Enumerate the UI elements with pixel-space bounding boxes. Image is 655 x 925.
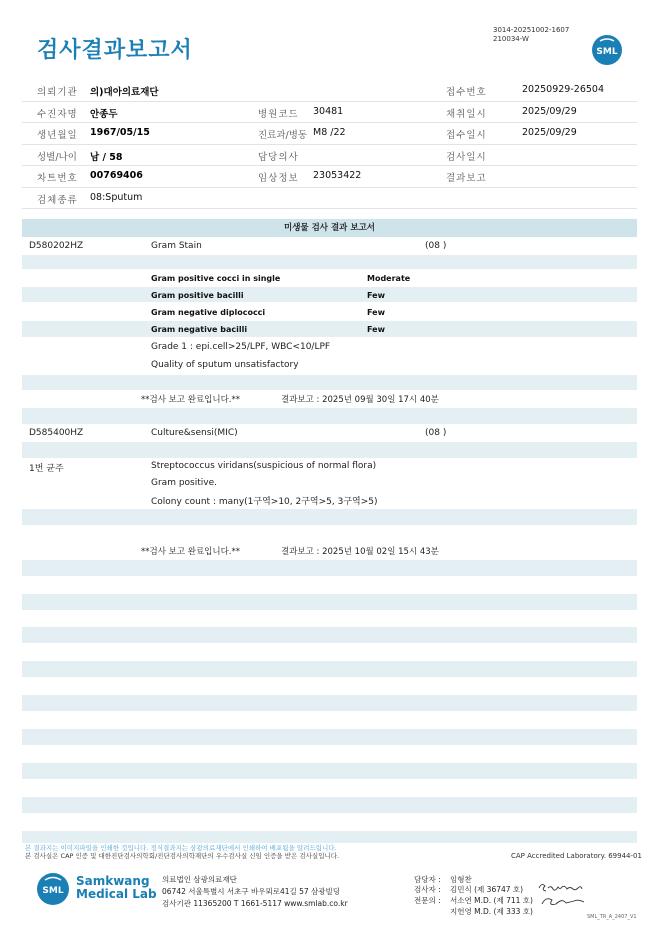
info-value: 30481	[313, 105, 344, 117]
sml-circle-icon	[36, 872, 70, 906]
finding-result: Few	[367, 291, 385, 300]
staff-label: 검사자 :	[414, 885, 441, 894]
footer-notice-print: 본 결과지는 이미지파일을 인쇄한 것입니다. 정식결과지는 삼광의료재단에서 인쇄하여 배포됨을 알려드립니다.	[25, 844, 337, 852]
info-row	[22, 188, 637, 210]
info-label: 병원코드	[258, 108, 299, 120]
patient-info-table	[22, 80, 637, 209]
logo-wordmark	[76, 875, 157, 901]
finding-result: Few	[367, 308, 385, 317]
stripe-band	[22, 831, 637, 843]
info-label: 의뢰기관	[37, 87, 78, 98]
staff-label: 담당자 :	[414, 875, 441, 884]
signature-image	[536, 880, 592, 910]
organism-gram: Gram positive.	[151, 478, 217, 488]
finding-item: Gram positive bacilli	[151, 291, 244, 300]
info-value: 2025/09/29	[522, 127, 577, 138]
stripe-band	[22, 442, 637, 458]
info-label: 진료과/병동	[258, 130, 308, 141]
staff-name: 지헌영 M.D. (제 333 호)	[450, 907, 533, 916]
report-time: 결과보고 : 2025년 09월 30일 17시 40분	[281, 395, 439, 405]
finding-item: Gram positive cocci in single	[151, 274, 281, 283]
stripe-band	[22, 661, 637, 677]
sml-circle-text: SML	[42, 886, 64, 896]
info-value: 23053422	[313, 170, 362, 181]
stripe-band	[22, 729, 637, 745]
info-label: 성별/나이	[37, 151, 77, 163]
form-code: SML_TR_A_2407_V1	[587, 914, 637, 920]
info-label: 검체종류	[37, 194, 78, 206]
sputum-quality: Quality of sputum unsatisfactory	[151, 360, 299, 370]
info-value: 의)대아의료재단	[90, 87, 159, 98]
test-name: Culture&sensi(MIC)	[151, 428, 238, 438]
info-label: 임상정보	[258, 173, 299, 184]
stripe-band	[22, 321, 637, 337]
test-code: D580202HZ	[29, 241, 84, 251]
stripe-band	[22, 695, 637, 711]
info-value: M8 /22	[313, 127, 346, 138]
info-label: 접수일시	[446, 130, 487, 141]
sml-badge-text: SML	[596, 47, 618, 57]
info-value: 남 / 58	[90, 151, 123, 163]
document-id-line1: 3014-20251002-1607	[493, 26, 570, 34]
stripe-band	[22, 375, 637, 390]
info-value: 안종두	[90, 108, 118, 120]
sputum-grade: Grade 1 : epi.cell>25/LPF, WBC<10/LPF	[151, 342, 331, 352]
org-address: 06742 서울특별시 서초구 바우뫼로41길 57 삼광빌딩	[162, 887, 341, 896]
report-complete-note: **검사 보고 완료입니다.**	[141, 395, 241, 405]
org-contact: 검사기관 11365200 T 1661-5117 www.smlab.co.kr	[162, 899, 348, 908]
logo-line1: Samkwang	[76, 874, 150, 888]
info-value: 08:Sputum	[90, 191, 143, 203]
page-title: 검사결과보고서	[37, 38, 193, 63]
stripe-band	[22, 797, 637, 813]
stripe-band	[22, 287, 637, 302]
organism-name: Streptococcus viridans(suspicious of normal flora)	[151, 461, 377, 471]
test-specimen: (08 )	[425, 428, 447, 438]
stripe-band	[22, 763, 637, 779]
stripe-band	[22, 594, 637, 610]
signature-stroke-2	[542, 899, 584, 905]
report-time: 결과보고 : 2025년 10월 02일 15시 43분	[281, 547, 439, 557]
report-heading: 미생물 검사 결과 보고서	[22, 219, 637, 237]
info-label: 채취일시	[446, 108, 487, 120]
info-label: 담당의사	[258, 151, 299, 163]
info-value: 20250929-26504	[522, 84, 605, 95]
info-label: 검사일시	[446, 151, 487, 163]
sml-badge-logo	[591, 34, 623, 66]
info-row	[22, 102, 637, 124]
info-row	[22, 123, 637, 145]
strain-label: 1번 균주	[29, 464, 64, 474]
organization-info	[162, 874, 348, 910]
logo-line2: Medical Lab	[76, 887, 157, 901]
info-row	[22, 166, 637, 188]
info-value: 1967/05/15	[90, 127, 150, 138]
test-name: Gram Stain	[151, 241, 202, 251]
info-row	[22, 80, 637, 102]
info-label: 결과보고	[446, 173, 487, 184]
report-complete-note: **검사 보고 완료입니다.**	[141, 547, 241, 557]
staff-label: 전문의 :	[414, 896, 441, 905]
stripe-band	[22, 509, 637, 525]
footer-notice-certification: 본 검사실은 CAP 인증 및 대한진단검사의학회/진단검사의학재단의 우수검사실 신임 인증을 받은 검사실입니다.	[25, 852, 340, 860]
info-label: 수진자명	[37, 108, 78, 120]
document-id-line2: 210034-W	[493, 35, 529, 43]
stripe-band	[22, 255, 637, 269]
staff-name: 임형찬	[450, 875, 472, 884]
staff-name: 김민식 (제 36747 호)	[450, 885, 524, 894]
finding-item: Gram negative diplococci	[151, 308, 266, 317]
info-row	[22, 145, 637, 167]
stripe-band	[22, 560, 637, 576]
stripe-band	[22, 408, 637, 424]
info-value: 00769406	[90, 170, 143, 181]
info-label: 차트번호	[37, 173, 78, 184]
stripe-band	[22, 627, 637, 643]
info-label: 생년월일	[37, 130, 78, 141]
test-code: D585400HZ	[29, 428, 84, 438]
test-specimen: (08 )	[425, 241, 447, 251]
finding-item: Gram negative bacilli	[151, 325, 248, 334]
org-name: 의료법인 삼광의료재단	[162, 875, 237, 884]
signature-stroke-1	[539, 884, 582, 891]
info-value: 2025/09/29	[522, 105, 577, 117]
staff-name: 서소연 M.D. (제 711 호)	[450, 896, 533, 905]
finding-result: Few	[367, 325, 385, 334]
finding-result: Moderate	[367, 274, 411, 283]
cap-accreditation: CAP Accredited Laboratory. 69944-01	[511, 852, 642, 860]
colony-count: Colony count : many(1구역>10, 2구역>5, 3구역>5)	[151, 497, 378, 507]
info-label: 접수번호	[446, 87, 487, 98]
document-id	[493, 26, 569, 44]
